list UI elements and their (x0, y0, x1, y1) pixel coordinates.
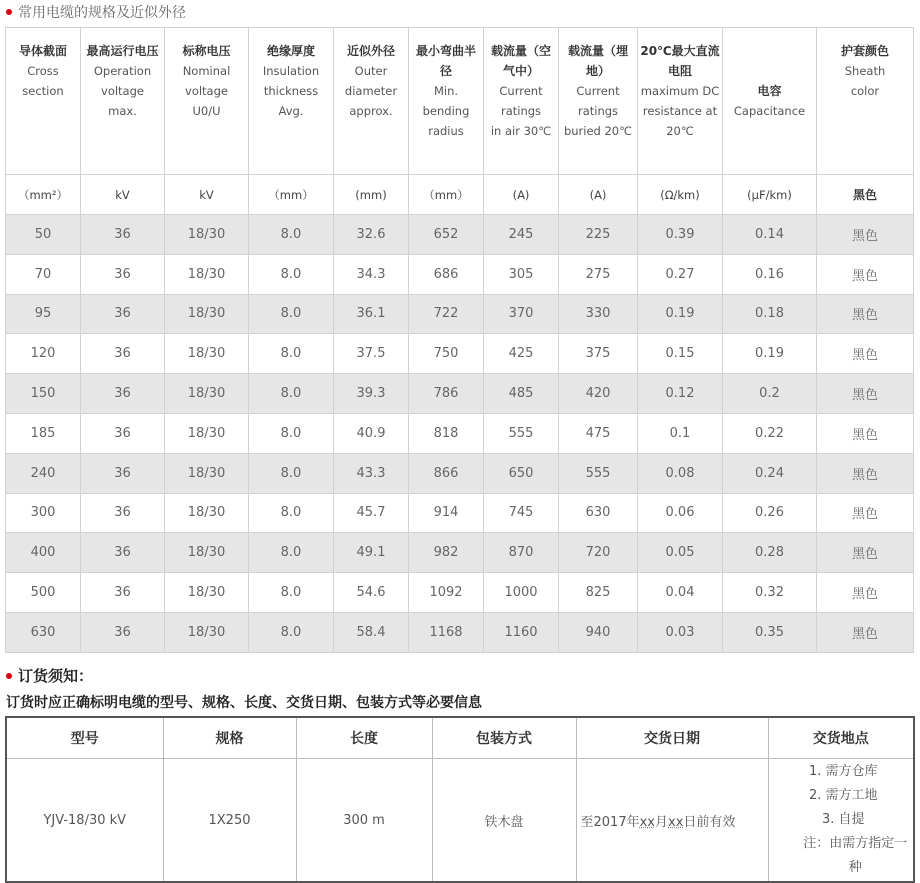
spec-cell: 750 (409, 334, 484, 374)
header-en-label: voltage (101, 84, 144, 98)
spec-cell: 8.0 (249, 374, 334, 414)
spec-cell: 0.12 (638, 374, 723, 414)
spec-cell: 黑色 (817, 413, 914, 453)
order-locations (768, 759, 914, 883)
spec-cell: 8.0 (249, 573, 334, 613)
spec-cell: 18/30 (165, 612, 249, 652)
spec-cell: 866 (409, 453, 484, 493)
spec-cell: 18/30 (165, 334, 249, 374)
spec-cell: 36 (81, 533, 165, 573)
spec-cell: 95 (6, 294, 81, 334)
header-zh-label: 载流量（埋地） (567, 44, 628, 78)
spec-header-cell (817, 28, 914, 175)
spec-cell: 786 (409, 374, 484, 414)
unit-cell: （mm） (409, 175, 484, 215)
spec-cell: 0.24 (723, 453, 817, 493)
spec-cell: 0.2 (723, 374, 817, 414)
spec-cell: 555 (559, 453, 638, 493)
header-zh-label: 近似外径 (346, 44, 395, 58)
date-mid: 月 (654, 814, 668, 830)
header-en-label: Capacitance (733, 104, 806, 118)
spec-cell: 825 (559, 573, 638, 613)
spec-cell: 40.9 (334, 413, 409, 453)
spec-header-cell (249, 28, 334, 175)
spec-cell: 黑色 (817, 254, 914, 294)
header-en-label: thickness (263, 84, 319, 98)
spec-cell: 630 (6, 612, 81, 652)
spec-data-row (6, 334, 914, 374)
spec-header-cell (334, 28, 409, 175)
spec-cell: 黑色 (817, 215, 914, 255)
spec-cell: 70 (6, 254, 81, 294)
unit-cell: kV (165, 175, 249, 215)
spec-cell: 18/30 (165, 493, 249, 533)
section-title-text: 常用电缆的规格及近似外径 (18, 5, 186, 21)
order-table (5, 716, 915, 883)
header-en-label: Avg. (278, 104, 304, 118)
order-date (576, 759, 768, 883)
spec-cell: 240 (6, 453, 81, 493)
spec-cell: 650 (484, 453, 559, 493)
spec-cell: 黑色 (817, 294, 914, 334)
spec-cell: 黑色 (817, 493, 914, 533)
spec-cell: 45.7 (334, 493, 409, 533)
spec-cell: 745 (484, 493, 559, 533)
order-data-row (6, 759, 914, 883)
order-header-cell: 型号 (6, 717, 163, 759)
header-en-label: Current (499, 84, 543, 98)
spec-cell: 36 (81, 573, 165, 613)
spec-cell: 720 (559, 533, 638, 573)
spec-cell: 225 (559, 215, 638, 255)
spec-cell: 54.6 (334, 573, 409, 613)
spec-cell: 8.0 (249, 533, 334, 573)
order-packing: 铁木盘 (432, 759, 576, 883)
header-en-label: Cross (27, 64, 59, 78)
location-item: 1. 需方仓库 (808, 764, 878, 779)
order-header-cell: 交货地点 (768, 717, 914, 759)
date-prefix: 至2017年 (580, 814, 640, 830)
spec-cell: 36 (81, 334, 165, 374)
header-zh-label: 最小弯曲半径 (415, 44, 476, 78)
spec-cell: 1092 (409, 573, 484, 613)
spec-header-cell (638, 28, 723, 175)
spec-cell: 120 (6, 334, 81, 374)
unit-cell: (μF/km) (723, 175, 817, 215)
header-en-label: Operation (93, 64, 152, 78)
order-header-cell: 长度 (296, 717, 432, 759)
spec-cell: 652 (409, 215, 484, 255)
spec-cell: 32.6 (334, 215, 409, 255)
spec-cell: 50 (6, 215, 81, 255)
spec-header-row (6, 28, 914, 175)
spec-cell: 500 (6, 573, 81, 613)
spec-cell: 18/30 (165, 294, 249, 334)
header-en-label: ratings (577, 104, 619, 118)
spec-cell: 0.35 (723, 612, 817, 652)
order-header-cell: 交货日期 (576, 717, 768, 759)
spec-cell: 425 (484, 334, 559, 374)
spec-header-cell (723, 28, 817, 175)
header-en-label: Outer (354, 64, 388, 78)
spec-data-row (6, 413, 914, 453)
location-item: 2. 需方工地 (808, 788, 878, 803)
spec-cell: 黑色 (817, 334, 914, 374)
spec-cell: 400 (6, 533, 81, 573)
spec-cell: 43.3 (334, 453, 409, 493)
order-header-row (6, 717, 914, 759)
header-en-label: diameter (344, 84, 398, 98)
header-en-label: Insulation (262, 64, 320, 78)
header-en-label: bending (422, 104, 470, 118)
spec-cell: 0.28 (723, 533, 817, 573)
spec-cell: 黑色 (817, 533, 914, 573)
spec-cell: 36 (81, 215, 165, 255)
unit-cell: 黑色 (817, 175, 914, 215)
spec-cell: 0.05 (638, 533, 723, 573)
unit-cell: (Ω/km) (638, 175, 723, 215)
spec-cell: 870 (484, 533, 559, 573)
unit-cell: （mm²） (6, 175, 81, 215)
spec-cell: 0.15 (638, 334, 723, 374)
spec-cell: 0.18 (723, 294, 817, 334)
spec-header-cell (6, 28, 81, 175)
spec-cell: 630 (559, 493, 638, 533)
spec-cell: 914 (409, 493, 484, 533)
order-header-cell: 包装方式 (432, 717, 576, 759)
header-zh-label: 最高运行电压 (86, 44, 159, 58)
red-bullet-icon (6, 673, 12, 679)
header-en-label: buried 20℃ (563, 124, 633, 138)
spec-cell: 1160 (484, 612, 559, 652)
header-zh-label: 20℃最大直流电阻 (640, 44, 720, 78)
header-en-label: Min. (433, 84, 459, 98)
spec-cell: 8.0 (249, 493, 334, 533)
spec-cell: 0.16 (723, 254, 817, 294)
unit-cell: (A) (484, 175, 559, 215)
unit-cell: (mm) (334, 175, 409, 215)
spec-cell: 0.1 (638, 413, 723, 453)
spec-table (5, 27, 914, 653)
header-zh-label: 护套颜色 (840, 44, 889, 58)
spec-header-cell (484, 28, 559, 175)
spec-cell: 36 (81, 374, 165, 414)
spec-cell: 39.3 (334, 374, 409, 414)
header-en-label: maximum DC (640, 84, 720, 98)
header-zh-label: 导体截面 (18, 44, 67, 58)
spec-cell: 8.0 (249, 413, 334, 453)
spec-cell: 8.0 (249, 334, 334, 374)
spec-cell: 0.27 (638, 254, 723, 294)
order-header-cell: 规格 (163, 717, 296, 759)
spec-cell: 0.19 (723, 334, 817, 374)
spec-cell: 370 (484, 294, 559, 334)
unit-cell: (A) (559, 175, 638, 215)
spec-cell: 0.19 (638, 294, 723, 334)
spec-cell: 18/30 (165, 254, 249, 294)
spec-cell: 300 (6, 493, 81, 533)
spec-cell: 0.04 (638, 573, 723, 613)
spec-cell: 黑色 (817, 573, 914, 613)
spec-cell: 36.1 (334, 294, 409, 334)
header-en-label: color (850, 84, 880, 98)
unit-cell: kV (81, 175, 165, 215)
spec-data-row (6, 374, 914, 414)
spec-data-row (6, 294, 914, 334)
spec-header-cell (165, 28, 249, 175)
spec-units-row (6, 175, 914, 215)
spec-cell: 18/30 (165, 374, 249, 414)
spec-cell: 36 (81, 453, 165, 493)
spec-data-row (6, 254, 914, 294)
header-en-label: Current (576, 84, 620, 98)
order-model: YJV-18/30 kV (6, 759, 163, 883)
spec-cell: 0.39 (638, 215, 723, 255)
spec-cell: 1000 (484, 573, 559, 613)
header-zh-label: 绝缘厚度 (266, 44, 315, 58)
header-en-label: ratings (500, 104, 542, 118)
spec-cell: 34.3 (334, 254, 409, 294)
header-en-label: approx. (349, 104, 393, 118)
red-bullet-icon (6, 9, 12, 15)
spec-cell: 0.03 (638, 612, 723, 652)
spec-cell: 18/30 (165, 413, 249, 453)
location-note: 注：由需方指定一种 (803, 836, 908, 875)
spec-header-cell (559, 28, 638, 175)
spec-cell: 722 (409, 294, 484, 334)
spec-header-cell (409, 28, 484, 175)
spec-cell: 8.0 (249, 215, 334, 255)
spec-cell: 0.22 (723, 413, 817, 453)
header-en-label: Sheath (844, 64, 886, 78)
header-en-label: 20℃ (666, 124, 694, 138)
spec-cell: 686 (409, 254, 484, 294)
spec-cell: 0.26 (723, 493, 817, 533)
spec-cell: 18/30 (165, 533, 249, 573)
location-item: 3. 自提 (821, 812, 865, 827)
date-day-mark: xx (668, 814, 684, 830)
spec-cell: 8.0 (249, 612, 334, 652)
spec-cell: 150 (6, 374, 81, 414)
spec-cell: 黑色 (817, 612, 914, 652)
section-title-text: 订货须知： (18, 667, 94, 685)
spec-cell: 18/30 (165, 215, 249, 255)
header-en-label: resistance at (642, 104, 718, 118)
spec-cell: 36 (81, 493, 165, 533)
spec-cell: 375 (559, 334, 638, 374)
spec-cell: 982 (409, 533, 484, 573)
order-length: 300 m (296, 759, 432, 883)
spec-cell: 420 (559, 374, 638, 414)
header-en-label: section (22, 84, 64, 98)
spec-cell: 305 (484, 254, 559, 294)
spec-cell: 0.32 (723, 573, 817, 613)
spec-cell: 36 (81, 254, 165, 294)
spec-cell: 36 (81, 413, 165, 453)
unit-cell: （mm） (249, 175, 334, 215)
date-month-mark: xx (639, 814, 655, 830)
spec-cell: 485 (484, 374, 559, 414)
spec-cell: 0.06 (638, 493, 723, 533)
spec-data-row (6, 612, 914, 652)
header-en-label: Nominal (182, 64, 231, 78)
date-suffix: 日前有效 (683, 814, 736, 830)
header-zh-label: 载流量（空气中） (490, 44, 551, 78)
spec-cell: 58.4 (334, 612, 409, 652)
spec-cell: 185 (6, 413, 81, 453)
spec-cell: 275 (559, 254, 638, 294)
spec-cell: 555 (484, 413, 559, 453)
spec-cell: 940 (559, 612, 638, 652)
section-title-specs (6, 2, 186, 22)
spec-data-row (6, 573, 914, 613)
header-en-label: U0/U (192, 104, 221, 118)
header-zh-label: 标称电压 (182, 44, 231, 58)
spec-cell: 8.0 (249, 294, 334, 334)
spec-cell: 1168 (409, 612, 484, 652)
spec-header-cell (81, 28, 165, 175)
spec-data-row (6, 453, 914, 493)
spec-cell: 36 (81, 294, 165, 334)
spec-cell: 818 (409, 413, 484, 453)
spec-cell: 0.08 (638, 453, 723, 493)
spec-data-row (6, 215, 914, 255)
spec-cell: 8.0 (249, 453, 334, 493)
spec-cell: 37.5 (334, 334, 409, 374)
spec-cell: 黑色 (817, 374, 914, 414)
order-spec: 1X250 (163, 759, 296, 883)
header-en-label: max. (108, 104, 137, 118)
header-en-label: voltage (185, 84, 228, 98)
spec-cell: 18/30 (165, 453, 249, 493)
spec-cell: 49.1 (334, 533, 409, 573)
spec-cell: 245 (484, 215, 559, 255)
spec-cell: 8.0 (249, 254, 334, 294)
spec-cell: 475 (559, 413, 638, 453)
section-title-order (6, 665, 93, 686)
spec-cell: 黑色 (817, 453, 914, 493)
order-note: 订货时应正确标明电缆的型号、规格、长度、交货日期、包装方式等必要信息 (6, 695, 482, 711)
spec-data-row (6, 533, 914, 573)
spec-data-row (6, 493, 914, 533)
spec-cell: 0.14 (723, 215, 817, 255)
header-zh-label: 电容 (757, 84, 782, 98)
spec-cell: 36 (81, 612, 165, 652)
spec-cell: 330 (559, 294, 638, 334)
header-en-label: in air 30℃ (490, 124, 552, 138)
spec-cell: 18/30 (165, 573, 249, 613)
header-en-label: radius (428, 124, 464, 138)
